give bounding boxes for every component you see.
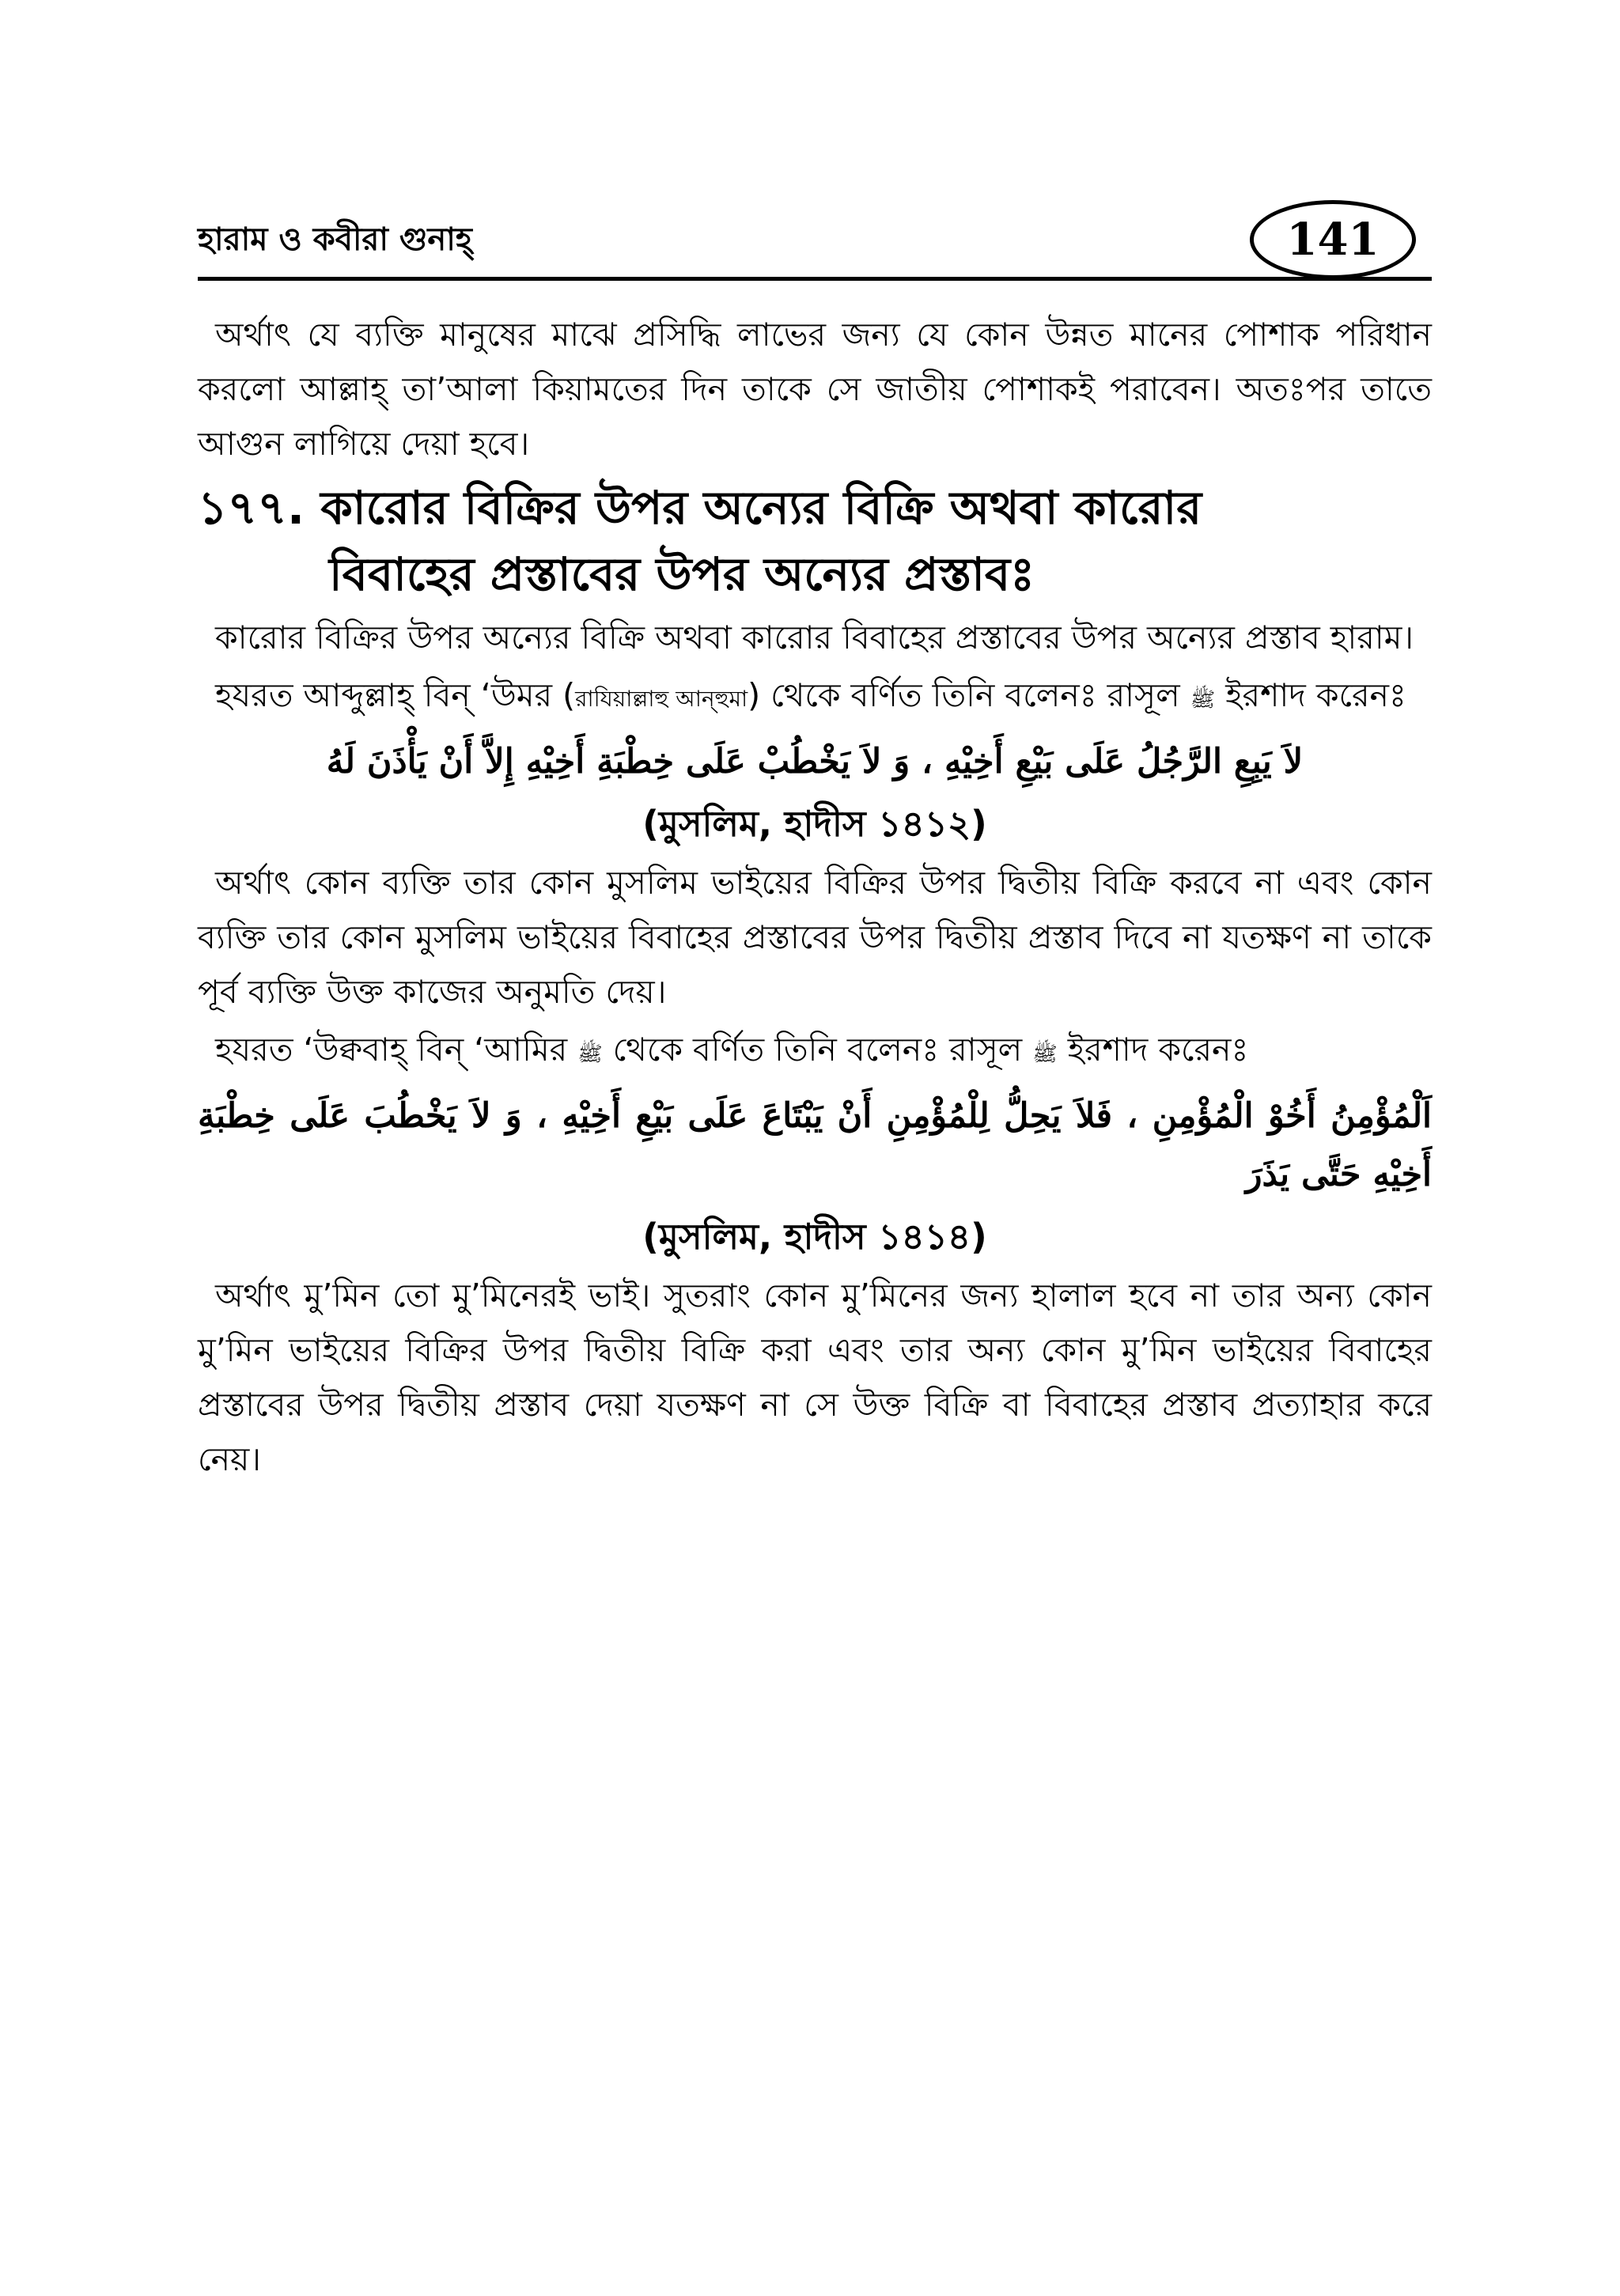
p5-text-middle: থেকে বর্ণিত তিনি বলেনঃ রাসূল bbox=[612, 1031, 1023, 1069]
p5-honorific-1: ﷺ bbox=[577, 1042, 603, 1066]
page-header bbox=[198, 198, 1432, 281]
paragraph-2: কারোর বিক্রির উপর অন্যের বিক্রি অথবা কারোর বিবাহের প্রস্তাবের উপর অন্যের প্রস্তাব হারাম। bbox=[215, 618, 1414, 656]
arabic-hadith-1: لاَ يَبِعِ الرَّجُلُ عَلَى بَيْعِ أَخِيْهِ ، وَ لاَ يَخْطُبْ عَلَى خِطْبَةِ أَخِيْهِ إِلاَّ أَنْ يَأْذَنَ لَهُ bbox=[326, 742, 1304, 781]
arabic-hadith-2: اَلْمُؤْمِنُ أَخُوْ الْمُؤْمِنِ ، فَلاَ يَحِلُّ لِلْمُؤْمِنِ أَنْ يَبْتَاعَ عَلَى بَيْعِ أَخِيْهِ ، وَ لاَ يَخْطُبَ عَلَى خِطْبَةِ أَخِيْهِ حَتَّى يَذَرَ bbox=[198, 1096, 1432, 1194]
p3-parenthetical: রাযিয়াল্লাহু আন্হুমা bbox=[575, 686, 748, 712]
page-number-badge bbox=[1250, 200, 1416, 279]
reference-2: (মুসলিম, হাদীস ১৪১৪) bbox=[642, 1216, 987, 1258]
paragraph-3 bbox=[198, 668, 1432, 728]
paragraph-4: অর্থাৎ কোন ব্যক্তি তার কোন মুসলিম ভাইয়ের বিক্রির উপর দ্বিতীয় বিক্রি করবে না এবং কোন ব্যক্তি তার কোন মুসলিম ভাইয়ের বিবাহের প্রস্তাবের উপর দ্বিতীয় প্রস্তাব দিবে না যতক্ষণ না তাকে পূর্ব ব্যক্তি উক্ত কাজের অনুমতি দেয়। bbox=[198, 864, 1432, 1011]
running-title: হারাম ও কবীরা গুনাহ্ bbox=[198, 221, 472, 258]
p3-text-before: হযরত আব্দুল্লাহ্ বিন্ ‘উমর ( bbox=[215, 676, 576, 714]
p5-honorific-2: ﷺ bbox=[1032, 1042, 1058, 1066]
p5-text-end: ইরশাদ করেনঃ bbox=[1067, 1031, 1249, 1069]
section-heading-line-2: বিবাহের প্রস্তাবের উপর অন্যের প্রস্তাবঃ bbox=[329, 547, 1035, 601]
p5-text-before: হযরত ‘উক্ববাহ্ বিন্ ‘আমির bbox=[215, 1031, 568, 1069]
page-content bbox=[198, 308, 1432, 1487]
p3-text-after: ) থেকে বর্ণিত তিনি বলেনঃ রাসূল bbox=[748, 676, 1180, 714]
paragraph-5 bbox=[198, 1023, 1432, 1082]
p3-honorific: ﷺ bbox=[1190, 688, 1216, 712]
p3-text-end: ইরশাদ করেনঃ bbox=[1225, 676, 1406, 714]
page-number: 141 bbox=[1286, 214, 1380, 266]
section-heading-line-1: ১৭৭. কারোর বিক্রির উপর অন্যের বিক্রি অথবা কারোর bbox=[198, 481, 1202, 535]
paragraph-6: অর্থাৎ মু’মিন তো মু’মিনেরই ভাই। সুতরাং কোন মু’মিনের জন্য হালাল হবে না তার অন্য কোন মু’মিন ভাইয়ের বিক্রির উপর দ্বিতীয় বিক্রি করা এবং তার অন্য কোন মু’মিন ভাইয়ের বিবাহের প্রস্তাবের উপর দ্বিতীয় প্রস্তাব দেয়া যতক্ষণ না সে উক্ত বিক্রি বা বিবাহের প্রস্তাব প্রত্যাহার করে নেয়। bbox=[198, 1277, 1432, 1478]
reference-1: (মুসলিম, হাদীস ১৪১২) bbox=[642, 803, 987, 845]
paragraph-1: অর্থাৎ যে ব্যক্তি মানুষের মাঝে প্রসিদ্ধি লাভের জন্য যে কোন উন্নত মানের পোশাক পরিধান করলো আল্লাহ্ তা’আলা কিয়ামতের দিন তাকে সে জাতীয় পোশাকই পরাবেন। অতঃপর তাতে আগুন লাগিয়ে দেয়া হবে। bbox=[198, 316, 1432, 463]
book-page bbox=[198, 198, 1432, 1490]
section-heading bbox=[198, 475, 1432, 607]
